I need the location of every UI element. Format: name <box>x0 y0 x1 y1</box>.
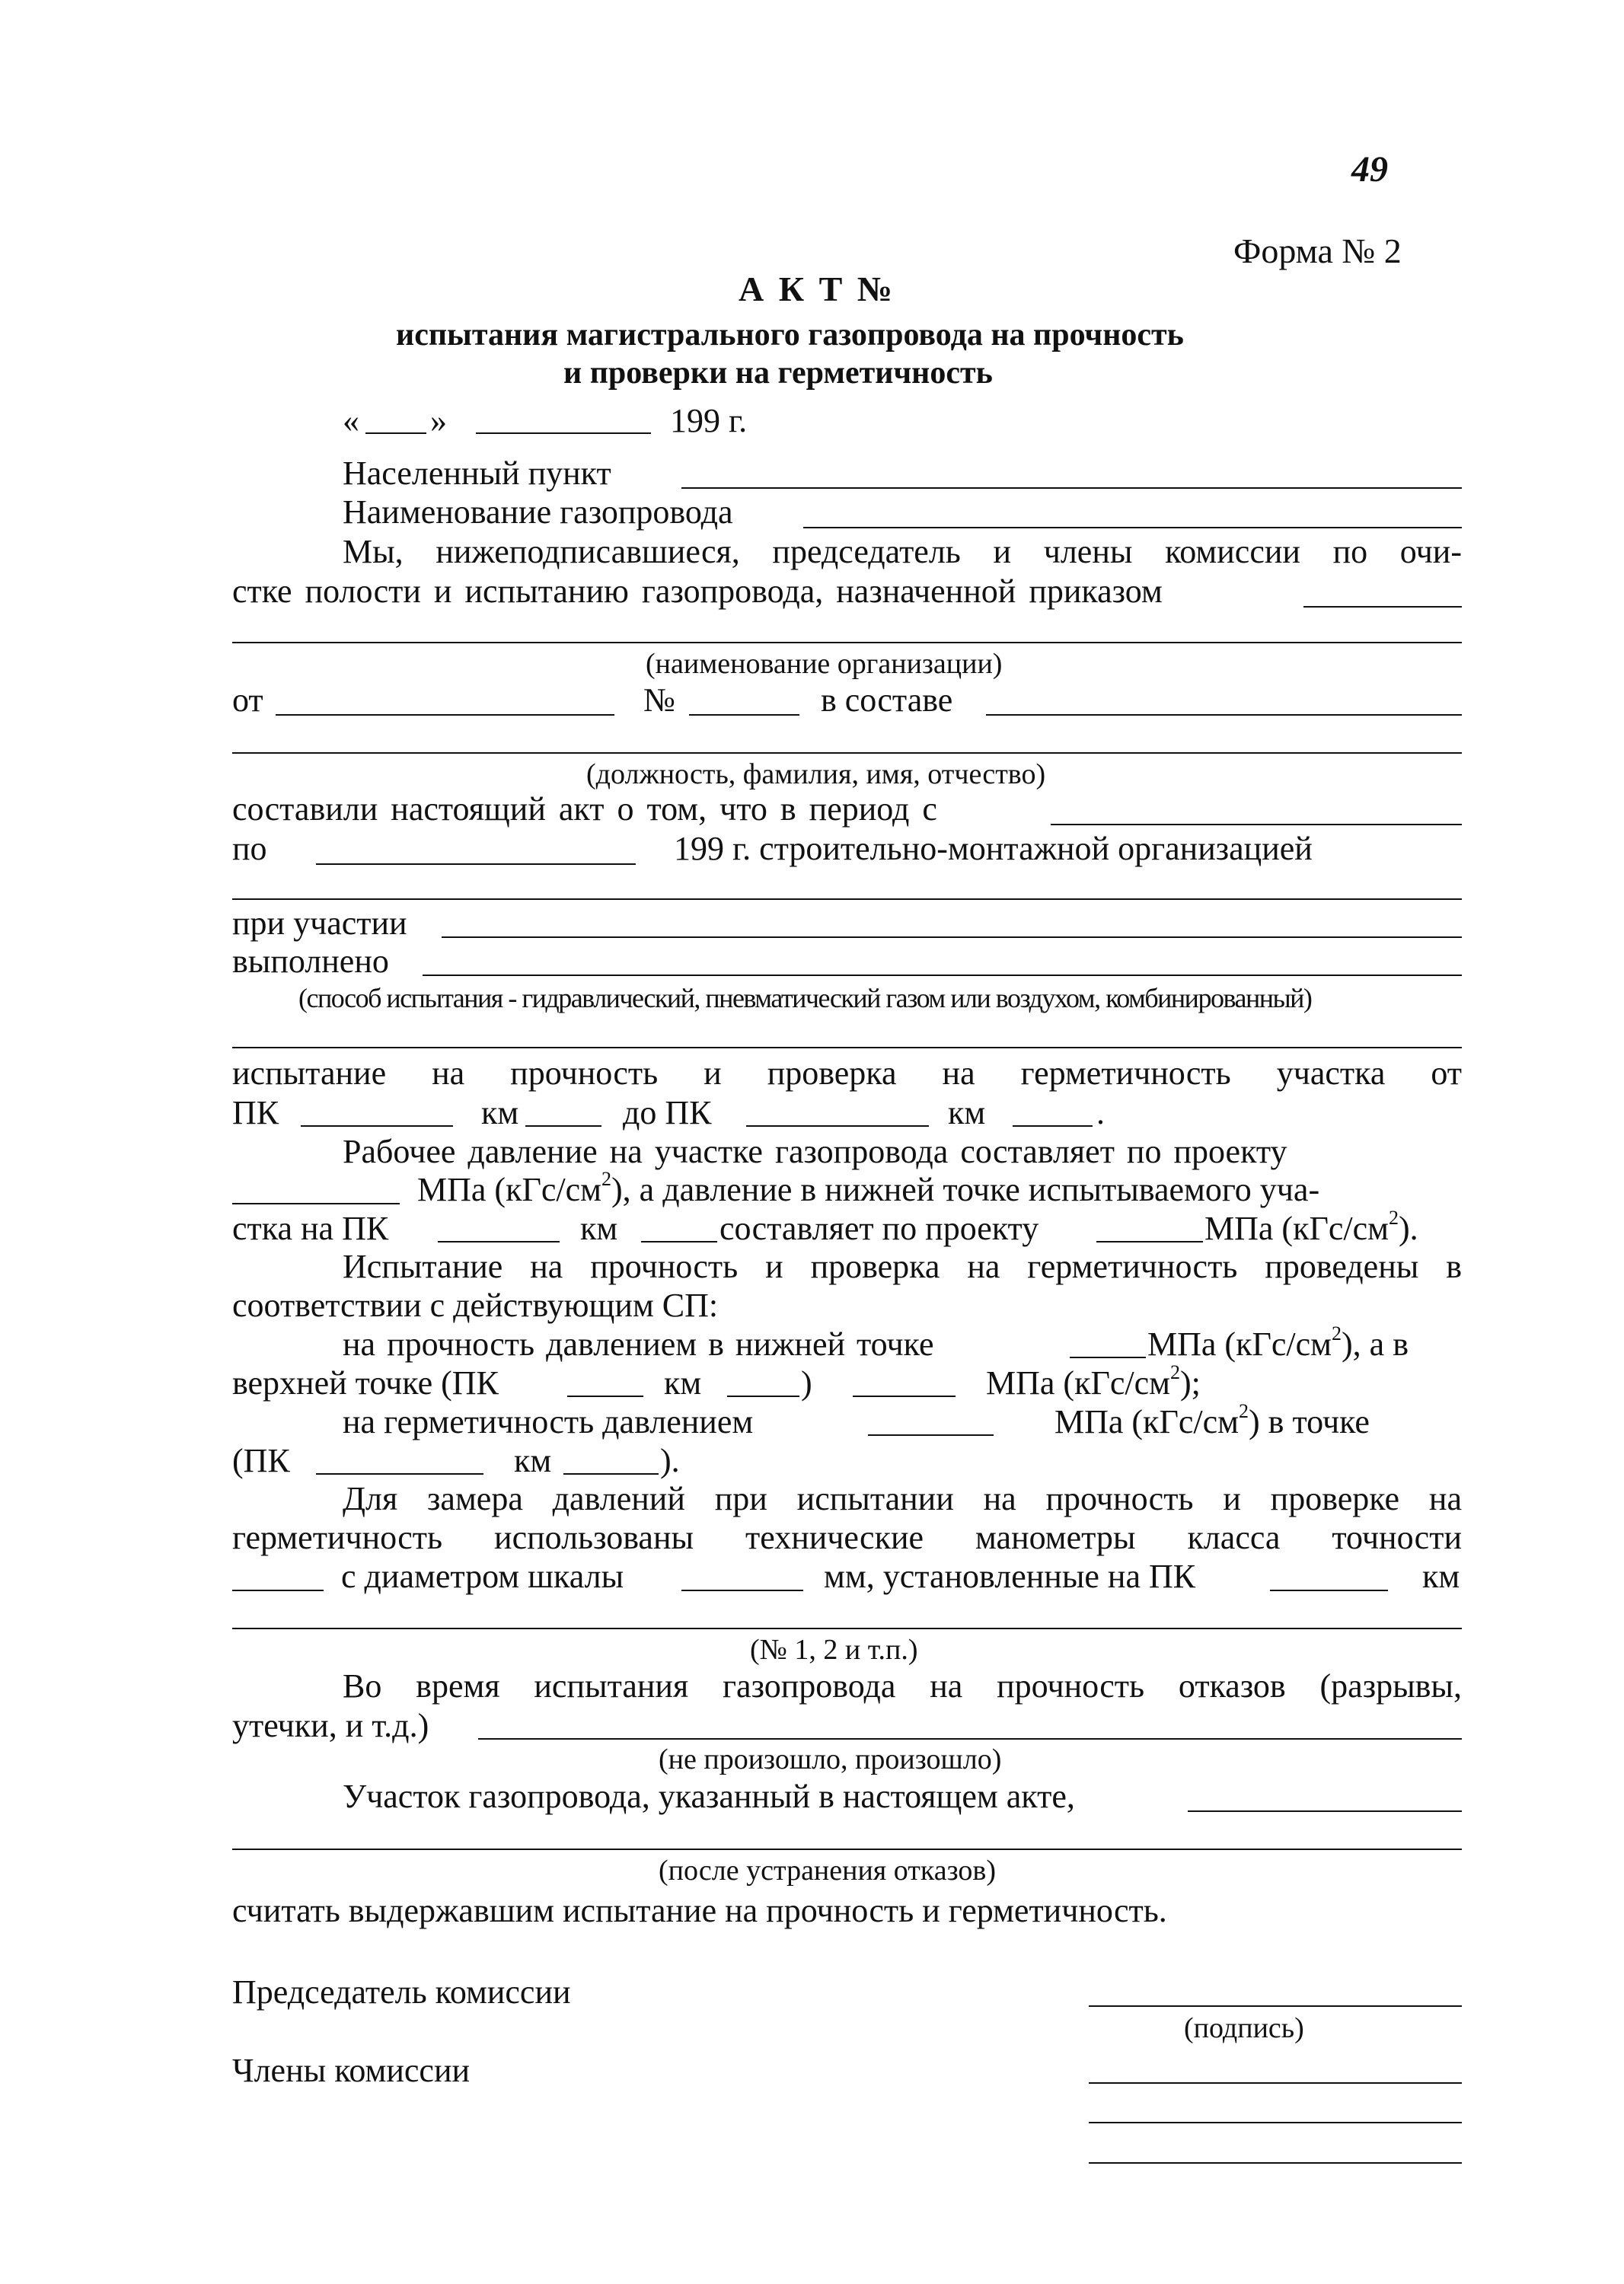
p6-l1-b: МПа (кГс/см <box>1147 1325 1332 1363</box>
from-label: от <box>232 681 263 719</box>
p7-l1-c: ) в точке <box>1249 1403 1370 1440</box>
p1-line1: Мы, нижеподписавшиеся, председатель и члены комиссии по очи- <box>343 533 1462 570</box>
p7-l1-a: на герметичность давлением <box>343 1403 754 1440</box>
caption-numbers: (№ 1, 2 и т.п.) <box>750 1634 918 1666</box>
composition-field-cont[interactable] <box>232 752 1462 754</box>
p2-year-text: 199 г. строительно-монтажной организацией <box>674 830 1313 867</box>
p11-line1: считать выдержавшим испытание на прочность и герметичность. <box>232 1892 1167 1929</box>
lower-point-pressure-field[interactable] <box>1096 1241 1203 1242</box>
settlement-field[interactable] <box>681 487 1462 489</box>
date-open-quote: « <box>343 402 359 439</box>
signature-caption: (подпись) <box>1184 2012 1304 2044</box>
p8-line2: герметичность использованы технические манометры класса точности <box>232 1519 1462 1556</box>
p3-line1: испытание на прочность и проверка на герметичность участка от <box>232 1054 1462 1092</box>
p4-l2: МПа $(кГс/см^2)$, а давление в нижней точке испытываемого уча- <box>417 1168 1320 1208</box>
tightness-pressure-field[interactable] <box>868 1434 994 1436</box>
page-number: 49 <box>1351 149 1388 190</box>
p6-l2-km: км <box>664 1364 702 1402</box>
p7-l2-b: ). <box>660 1442 680 1479</box>
act-title: А К Т № <box>739 270 895 308</box>
p4-line1: Рабочее давление на участке газопровода составляет по проекту <box>343 1133 1287 1170</box>
p1-line2: стке полости и испытанию газопровода, назначенной приказом <box>232 573 1163 610</box>
p7-l2-km: км <box>514 1442 552 1479</box>
member-signature-2[interactable] <box>1089 2122 1462 2123</box>
p10-line1: Участок газопровода, указанный в настоящем акте, <box>343 1778 1075 1815</box>
gauge-pk-field[interactable] <box>1270 1590 1388 1591</box>
p4-l2-b: ), а давление в нижней точке испытываемого уча- <box>611 1171 1320 1208</box>
period-start-field[interactable] <box>1051 824 1462 825</box>
p4-l2-a: МПа (кГс/см <box>417 1171 602 1208</box>
date-year-label: 199 г. <box>670 402 748 439</box>
failures-field[interactable] <box>478 1738 1462 1740</box>
working-pressure-field[interactable] <box>232 1203 400 1204</box>
act-subtitle-line2: и проверки на герметичность <box>563 356 993 391</box>
p5-line2: соответствии с действующим СП: <box>232 1287 719 1324</box>
p4-l3-unit: МПа $(кГс/см^2)$. <box>1204 1207 1418 1247</box>
p3-period: . <box>1096 1094 1105 1131</box>
member-signature-3[interactable] <box>1089 2162 1462 2164</box>
caption-person: (должность, фамилия, имя, отчество) <box>586 758 1046 790</box>
p3-pk-label: ПК <box>232 1094 279 1131</box>
order-number-field[interactable] <box>689 714 799 716</box>
km-end-field[interactable] <box>1013 1125 1093 1127</box>
chairman-signature-field[interactable] <box>1089 2005 1462 2007</box>
strength-pressure-lower-field[interactable] <box>1070 1357 1146 1358</box>
composition-field[interactable] <box>986 714 1462 716</box>
act-subtitle-line1: испытания магистрального газопровода на прочность <box>396 317 1184 352</box>
date-close-quote: » <box>430 402 447 439</box>
p4-l3-a: стка на ПК <box>232 1210 389 1247</box>
p8-l3-b: мм, установленные на ПК <box>824 1558 1196 1595</box>
chairman-label: Председатель комиссии <box>232 1973 571 2011</box>
pipeline-name-field[interactable] <box>803 527 1462 528</box>
p8-l3-km: км <box>1422 1558 1460 1595</box>
contractor-field[interactable] <box>232 898 1462 900</box>
p6-l2-d: ); <box>1180 1364 1201 1402</box>
pk-start-field[interactable] <box>301 1125 453 1127</box>
tightness-km-field[interactable] <box>563 1473 659 1475</box>
p6-l2-a: верхней точке (ПК <box>232 1364 499 1402</box>
p6-l1-a: на прочность давлением в нижней точке <box>343 1325 934 1363</box>
performed-field-cont[interactable] <box>232 1047 1462 1048</box>
p6-l1-c: ), а в <box>1342 1325 1409 1363</box>
p6-l2-b: ) <box>801 1364 812 1402</box>
p6-l2-c: МПа (кГс/см <box>986 1364 1171 1402</box>
caption-test-method: (способ испытания - гидравлический, пневматический газом или воздухом, комбинированный) <box>298 983 1312 1013</box>
period-end-field[interactable] <box>316 863 636 865</box>
upper-km-field[interactable] <box>727 1396 799 1397</box>
performed-label: выполнено <box>232 943 389 980</box>
from-date-field[interactable] <box>276 714 614 716</box>
tightness-pk-field[interactable] <box>316 1473 483 1475</box>
caption-after-repair: (после устранения отказов) <box>659 1855 997 1887</box>
form-number: Форма № 2 <box>1233 231 1402 270</box>
p3-km2-label: км <box>948 1094 986 1131</box>
p5-line1: Испытание на прочность и проверка на герметичность проведены в <box>343 1248 1462 1285</box>
p6-l2-unit: МПа $(кГс/см^2)$; <box>986 1361 1201 1402</box>
p2-po-label: по <box>232 830 267 867</box>
date-day-field[interactable] <box>365 432 426 434</box>
member-signature-1[interactable] <box>1089 2082 1462 2084</box>
p7-l1-b: МПа (кГс/см <box>1054 1403 1240 1440</box>
upper-pk-field[interactable] <box>567 1396 643 1397</box>
settlement-label: Населенный пункт <box>343 455 611 492</box>
participation-field[interactable] <box>442 936 1462 938</box>
p7-l1-unit: МПа $(кГс/см^2)$ в точке <box>1054 1400 1370 1440</box>
p8-line1: Для замера давлений при испытании на прочность и проверке на <box>343 1480 1462 1517</box>
p2-line1: составили настоящий акт о том, что в период с <box>232 790 937 828</box>
p9-line2: утечки, и т.д.) <box>232 1707 429 1744</box>
pk-end-field[interactable] <box>746 1125 929 1127</box>
p4-l3-d: ). <box>1399 1210 1418 1247</box>
p7-l2-a: (ПК <box>232 1442 290 1479</box>
p3-to-pk-label: до ПК <box>623 1094 712 1131</box>
members-label: Члены комиссии <box>232 2052 471 2089</box>
number-label: № <box>643 681 675 719</box>
km-start-field[interactable] <box>525 1125 601 1127</box>
p6-l1-unit: МПа $(кГс/см^2)$, а в <box>1147 1322 1409 1363</box>
performed-field[interactable] <box>423 975 1462 976</box>
caption-failures: (не произошло, произошло) <box>659 1743 1002 1775</box>
p9-line1: Во время испытания газопровода на прочность отказов (разрывы, <box>343 1667 1462 1705</box>
gauge-location-field[interactable] <box>232 1628 1462 1629</box>
p4-l3-km: км <box>580 1210 618 1247</box>
p4-l3-c: МПа (кГс/см <box>1204 1210 1389 1247</box>
section-status-field-cont[interactable] <box>232 1849 1462 1850</box>
caption-organization: (наименование организации) <box>646 648 1003 680</box>
date-month-field[interactable] <box>476 432 651 434</box>
accuracy-class-field[interactable] <box>232 1590 324 1591</box>
composition-label: в составе <box>821 681 953 719</box>
p4-l3-b: составляет по проекту <box>719 1210 1039 1247</box>
order-field[interactable] <box>1303 606 1462 608</box>
p8-l3-a: с диаметром шкалы <box>341 1558 624 1595</box>
scale-diameter-field[interactable] <box>681 1590 803 1591</box>
section-status-field[interactable] <box>1188 1810 1462 1812</box>
participation-label: при участии <box>232 904 407 942</box>
order-field-cont[interactable] <box>232 642 1462 643</box>
p3-km-label: км <box>481 1094 519 1131</box>
strength-pressure-upper-field[interactable] <box>853 1396 956 1397</box>
pipeline-name-label: Наименование газопровода <box>343 493 733 531</box>
km-lower-point-field[interactable] <box>641 1241 717 1242</box>
pk-lower-point-field[interactable] <box>438 1241 560 1242</box>
